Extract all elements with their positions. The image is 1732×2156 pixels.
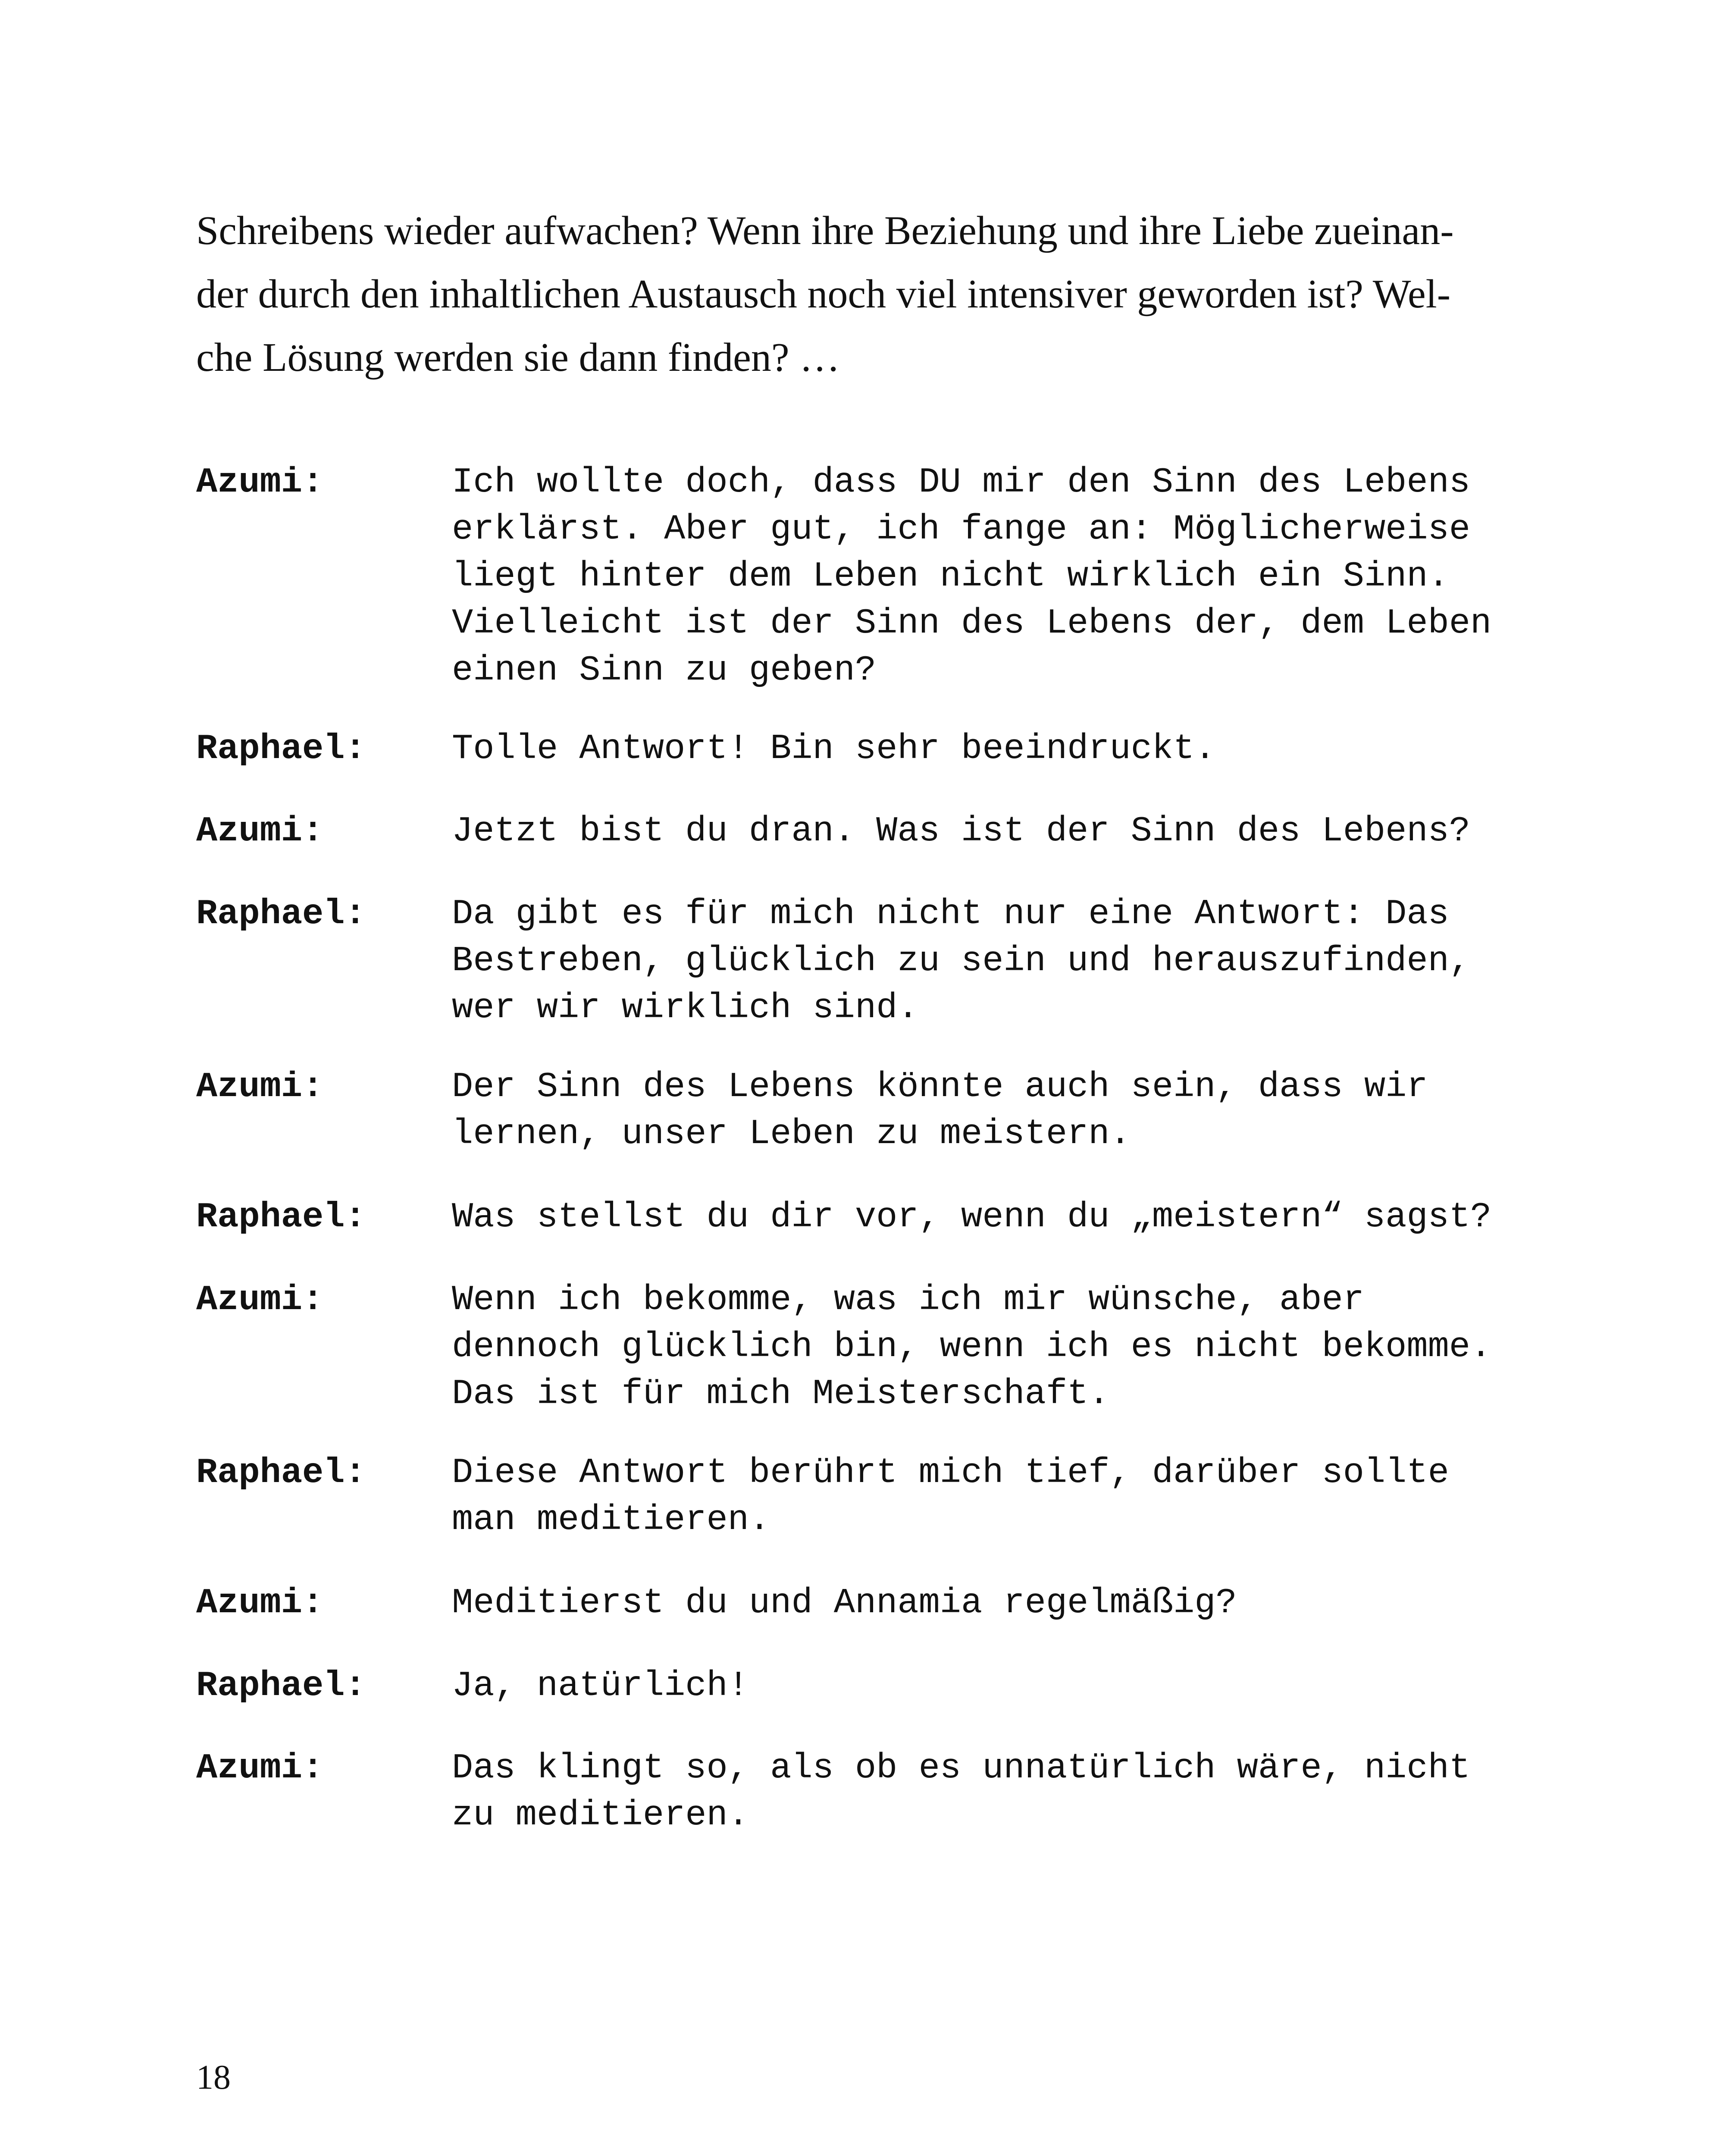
speech-line: Das klingt so, als ob es unnatürlich wäre, nicht [452, 1748, 1470, 1788]
speech-line: Wenn ich bekomme, was ich mir wünsche, aber [452, 1280, 1364, 1320]
intro-line: der durch den inhaltlichen Austausch noch viel intensiver geworden ist? Wel- [196, 272, 1451, 317]
page-number: 18 [196, 2059, 231, 2096]
speech-text [452, 459, 1491, 694]
speech-line: erklärst. Aber gut, ich fange an: Möglicherweise [452, 509, 1470, 549]
speech-line: Ich wollte doch, dass DU mir den Sinn des Lebens [452, 462, 1470, 502]
speech-text [452, 1745, 1470, 1839]
speaker-name: Azumi: [196, 1067, 324, 1107]
speaker-name: Azumi: [196, 1583, 324, 1623]
speech-line: lernen, unser Leben zu meistern. [452, 1114, 1131, 1154]
speech-text [452, 808, 1470, 855]
speech-line: liegt hinter dem Leben nicht wirklich ein Sinn. [452, 556, 1449, 596]
speech-text [452, 1276, 1491, 1417]
speaker-name: Azumi: [196, 1280, 324, 1320]
speech-line: einen Sinn zu geben? [452, 650, 877, 690]
speaker-name: Raphael: [196, 1453, 366, 1493]
intro-line: che Lösung werden sie dann finden? … [196, 335, 840, 380]
speaker-name: Raphael: [196, 1197, 366, 1237]
speaker-name: Raphael: [196, 894, 366, 934]
speech-text [452, 1194, 1491, 1241]
intro-paragraph [196, 199, 1537, 389]
speech-line: man meditieren. [452, 1500, 770, 1540]
speech-line: Ja, natürlich! [452, 1666, 749, 1706]
speech-line: Vielleicht ist der Sinn des Lebens der, dem Leben [452, 603, 1492, 643]
speech-line: zu meditieren. [452, 1795, 749, 1835]
speech-text [452, 1063, 1428, 1157]
speech-line: Diese Antwort berührt mich tief, darüber sollte [452, 1453, 1449, 1493]
speech-text [452, 1662, 749, 1709]
speech-line: Meditierst du und Annamia regelmäßig? [452, 1583, 1237, 1623]
speech-line: Der Sinn des Lebens könnte auch sein, dass wir [452, 1067, 1428, 1107]
speech-line: Bestreben, glücklich zu sein und herauszufinden, [452, 941, 1470, 981]
speech-text [452, 725, 1216, 772]
speech-line: Tolle Antwort! Bin sehr beeindruckt. [452, 729, 1216, 769]
speech-line: Jetzt bist du dran. Was ist der Sinn des Lebens? [452, 811, 1470, 851]
speech-text [452, 890, 1470, 1031]
speech-line: Was stellst du dir vor, wenn du „meistern“ sagst? [452, 1197, 1492, 1237]
speaker-name: Azumi: [196, 811, 324, 851]
speech-text [452, 1579, 1237, 1626]
speech-line: wer wir wirklich sind. [452, 988, 919, 1028]
speaker-name: Azumi: [196, 462, 324, 502]
speech-line: Das ist für mich Meisterschaft. [452, 1374, 1110, 1414]
speaker-name: Azumi: [196, 1748, 324, 1788]
speaker-name: Raphael: [196, 729, 366, 769]
intro-line: Schreibens wieder aufwachen? Wenn ihre Beziehung und ihre Liebe zueinan- [196, 208, 1454, 253]
speech-text [452, 1449, 1449, 1543]
speaker-name: Raphael: [196, 1666, 366, 1706]
speech-line: dennoch glücklich bin, wenn ich es nicht bekomme. [452, 1327, 1492, 1367]
speech-line: Da gibt es für mich nicht nur eine Antwort: Das [452, 894, 1449, 934]
